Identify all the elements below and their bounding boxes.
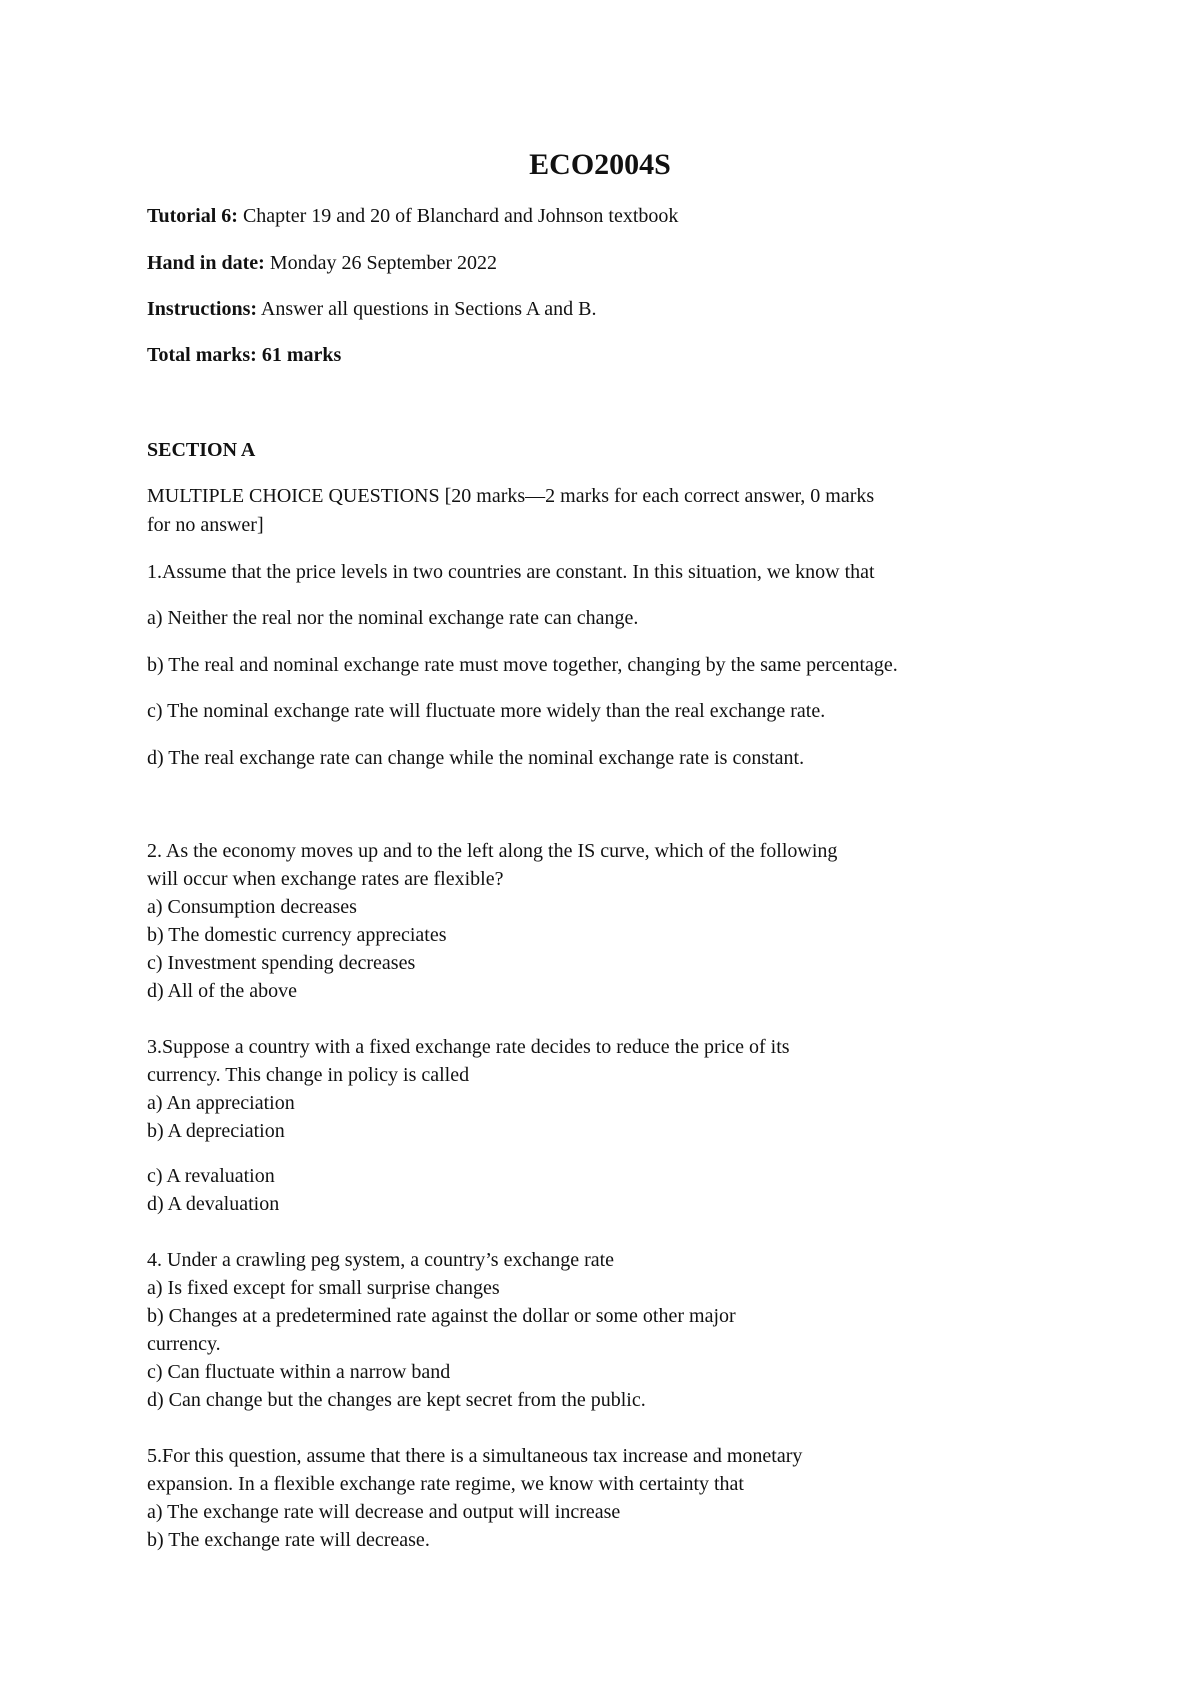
- question-1-option-c: c) The nominal exchange rate will fluctuate more widely than the real exchange rate.: [147, 700, 826, 722]
- tutorial-label: Tutorial 6:: [147, 205, 238, 227]
- instructions-text: Answer all questions in Sections A and B.: [257, 298, 597, 320]
- total-marks: Total marks: 61 marks: [147, 344, 342, 366]
- question-3-option-d: d) A devaluation: [147, 1193, 280, 1215]
- question-3-option-c: c) A revaluation: [147, 1165, 275, 1187]
- question-2-option-d: d) All of the above: [147, 980, 297, 1002]
- hand-in-text: Monday 26 September 2022: [264, 252, 497, 274]
- question-4-stem: 4. Under a crawling peg system, a country’s exchange rate: [147, 1249, 615, 1271]
- question-2-option-b: b) The domestic currency appreciates: [147, 924, 447, 946]
- question-1-option-b: b) The real and nominal exchange rate must move together, changing by the same percentage.: [147, 654, 898, 676]
- question-5-option-b: b) The exchange rate will decrease.: [147, 1529, 430, 1551]
- course-code-title: ECO2004S: [529, 148, 671, 181]
- question-3-stem-line-2: currency. This change in policy is called: [147, 1064, 470, 1086]
- question-5-stem-line-2: expansion. In a flexible exchange rate regime, we know with certainty that: [147, 1473, 744, 1495]
- question-4-option-c: c) Can fluctuate within a narrow band: [147, 1361, 451, 1383]
- instructions-line: [147, 296, 596, 323]
- section-a-heading: SECTION A: [147, 439, 256, 461]
- question-4-option-d: d) Can change but the changes are kept secret from the public.: [147, 1389, 646, 1411]
- question-1-option-a: a) Neither the real nor the nominal exchange rate can change.: [147, 607, 639, 629]
- question-1-stem: 1.Assume that the price levels in two countries are constant. In this situation, we know that: [147, 561, 875, 583]
- question-3-option-b: b) A depreciation: [147, 1120, 285, 1142]
- tutorial-line: [147, 203, 678, 230]
- mcq-instructions-line-2: for no answer]: [147, 514, 264, 536]
- tutorial-text: Chapter 19 and 20 of Blanchard and Johnson textbook: [237, 205, 679, 227]
- question-3-stem-line-1: 3.Suppose a country with a fixed exchange rate decides to reduce the price of its: [147, 1036, 790, 1058]
- mcq-instructions-line-1: MULTIPLE CHOICE QUESTIONS [20 marks—2 marks for each correct answer, 0 marks: [147, 485, 875, 507]
- question-2-option-c: c) Investment spending decreases: [147, 952, 416, 974]
- question-4-option-a: a) Is fixed except for small surprise changes: [147, 1277, 500, 1299]
- question-1-option-d: d) The real exchange rate can change while the nominal exchange rate is constant.: [147, 747, 805, 769]
- question-5-stem-line-1: 5.For this question, assume that there is a simultaneous tax increase and monetary: [147, 1445, 803, 1467]
- hand-in-line: [147, 250, 497, 277]
- question-2-option-a: a) Consumption decreases: [147, 896, 357, 918]
- question-5-option-a: a) The exchange rate will decrease and output will increase: [147, 1501, 621, 1523]
- question-2-stem-line-2: will occur when exchange rates are flexible?: [147, 868, 504, 890]
- instructions-label: Instructions:: [147, 298, 258, 320]
- hand-in-label: Hand in date:: [147, 252, 265, 274]
- question-4-option-b-line-1: b) Changes at a predetermined rate against the dollar or some other major: [147, 1305, 736, 1327]
- question-2-stem-line-1: 2. As the economy moves up and to the left along the IS curve, which of the following: [147, 840, 838, 862]
- question-4-option-b-line-2: currency.: [147, 1333, 221, 1355]
- question-3-option-a: a) An appreciation: [147, 1092, 295, 1114]
